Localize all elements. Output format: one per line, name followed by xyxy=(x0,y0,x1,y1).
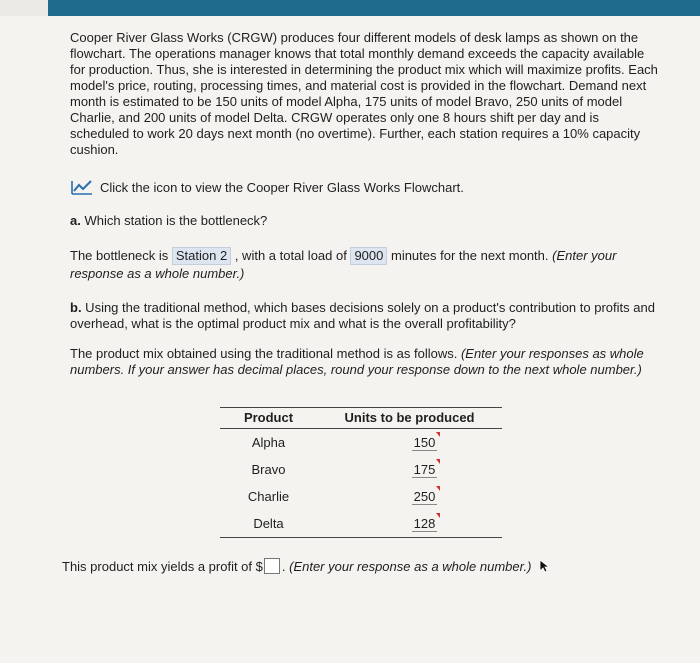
answer-a-suffix: minutes for the next month. xyxy=(387,248,553,263)
question-a-letter: a. xyxy=(70,213,81,228)
answer-a-middle: , with a total load of xyxy=(231,248,351,263)
profit-input-field[interactable] xyxy=(264,558,280,574)
header-units: Units to be produced xyxy=(317,408,502,429)
product-name: Bravo xyxy=(251,462,286,477)
answer-b xyxy=(70,346,660,378)
answer-a-hint: (Enter your response as a whole number.) xyxy=(70,248,617,281)
mouse-cursor-icon xyxy=(539,559,551,573)
units-field-delta[interactable]: 128 xyxy=(413,515,436,531)
answer-b-intro: The product mix obtained using the traditional method is as follows. xyxy=(70,346,461,361)
question-b-letter: b. xyxy=(70,300,82,315)
question-b-text: Using the traditional method, which bases decisions solely on a product's contribution to profits and overhead, what is the optimal product mix and what is the overall profitability? xyxy=(70,300,655,331)
flowchart-link-text[interactable]: Click the icon to view the Cooper River Glass Works Flowchart. xyxy=(100,179,464,195)
top-banner xyxy=(48,0,700,16)
table-header-row xyxy=(220,408,502,429)
profit-hint: (Enter your response as a whole number.) xyxy=(289,558,532,574)
question-a-text: Which station is the bottleneck? xyxy=(80,213,268,228)
problem-statement: Cooper River Glass Works (CRGW) produces four different models of desk lamps as shown on the flowchart. The operations manager knows that total monthly demand exceeds the capacity available for production. Thus, she is interested in determining the product mix which will maximize profits. Each model's price, routing, processing times, and material cost is provided in the flowchart. Demand next month is estimated to be 150 units of model Alpha, 175 units of model Bravo, 250 units of model Charlie, and 200 units of model Delta. CRGW operates only one 8 hours shift per day and is scheduled to work 20 days next month (no overtime). Further, each station requires a 10% capacity cushion. xyxy=(70,30,658,157)
bottleneck-station-field[interactable]: Station 2 xyxy=(172,247,231,265)
answer-a-prefix: The bottleneck is xyxy=(70,248,172,263)
profit-prefix: This product mix yields a profit of $ xyxy=(62,558,263,574)
product-mix-table xyxy=(220,407,502,538)
flowchart-link[interactable] xyxy=(70,178,464,196)
units-field-charlie[interactable]: 250 xyxy=(413,488,436,504)
units-field-alpha[interactable]: 150 xyxy=(413,434,436,450)
units-field-bravo[interactable]: 175 xyxy=(413,461,436,477)
table-row xyxy=(220,456,502,483)
product-name: Alpha xyxy=(251,435,286,450)
question-panel xyxy=(0,16,700,663)
product-name: Delta xyxy=(220,510,317,538)
question-a xyxy=(70,213,267,228)
profit-suffix: . xyxy=(281,558,286,574)
answer-b-hint: (Enter your responses as whole numbers. If your answer has decimal places, round your response down to the next whole number.) xyxy=(70,346,644,377)
table-row xyxy=(220,429,502,457)
table-row xyxy=(220,510,502,538)
question-b xyxy=(70,300,660,332)
answer-a xyxy=(70,247,660,283)
header-product: Product xyxy=(220,408,317,429)
total-load-field[interactable]: 9000 xyxy=(350,247,387,265)
line-chart-icon[interactable] xyxy=(70,178,94,196)
profit-question xyxy=(62,558,551,574)
table-row xyxy=(220,483,502,510)
product-name: Charlie xyxy=(247,489,290,504)
